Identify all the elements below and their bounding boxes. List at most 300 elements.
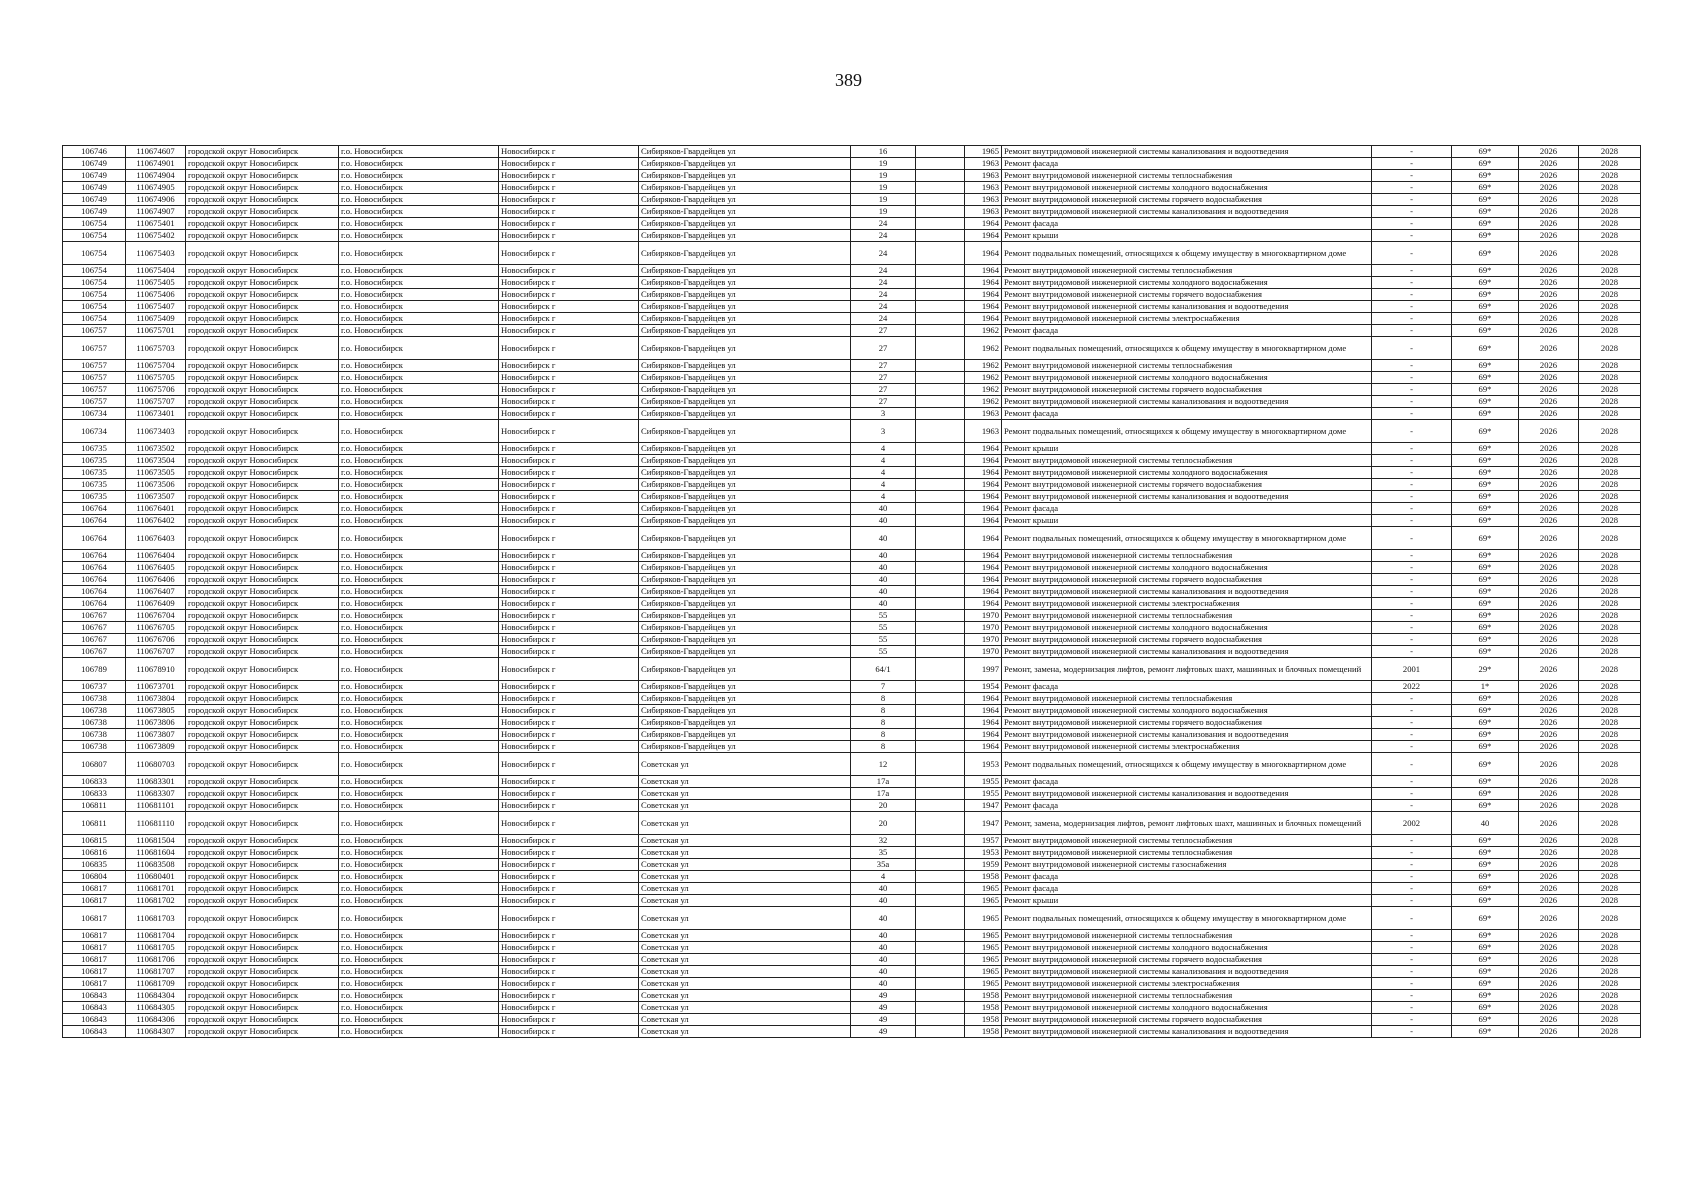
cell-municipality: городской округ Новосибирск [186,835,339,847]
cell-work-code: 110676401 [126,503,186,515]
cell-street: Сибиряков-Гвардейцев ул [639,598,851,610]
cell-plan-end-year: 2028 [1579,717,1641,729]
cell-build-year: 1964 [965,443,1002,455]
cell-wear-percent: 69* [1452,515,1519,527]
cell-empty-cell [916,990,965,1002]
cell-build-year: 1965 [965,146,1002,158]
cell-settlement: г.о. Новосибирск [339,420,499,443]
cell-work-type: Ремонт внутридомовой инженерной системы горячего водоснабжения [1002,384,1372,396]
table-row [63,182,1641,194]
cell-plan-end-year: 2028 [1579,194,1641,206]
cell-work-type: Ремонт внутридомовой инженерной системы теплоснабжения [1002,170,1372,182]
cell-empty-cell [916,717,965,729]
cell-house-number: 55 [851,634,916,646]
cell-settlement: г.о. Новосибирск [339,194,499,206]
cell-work-type: Ремонт фасада [1002,883,1372,895]
cell-settlement: г.о. Новосибирск [339,978,499,990]
cell-last-repair-year: - [1372,372,1452,384]
cell-municipality: городской округ Новосибирск [186,800,339,812]
cell-empty-cell [916,1026,965,1038]
cell-plan-end-year: 2028 [1579,396,1641,408]
cell-wear-percent: 29* [1452,658,1519,681]
cell-plan-end-year: 2028 [1579,1026,1641,1038]
cell-last-repair-year: - [1372,942,1452,954]
cell-street: Сибиряков-Гвардейцев ул [639,658,851,681]
cell-city: Новосибирск г [499,408,639,420]
cell-build-year: 1963 [965,158,1002,170]
cell-wear-percent: 69* [1452,503,1519,515]
cell-work-code: 110674906 [126,194,186,206]
cell-empty-cell [916,337,965,360]
cell-row-id: 106811 [63,812,126,835]
cell-house-number: 32 [851,835,916,847]
cell-row-id: 106749 [63,194,126,206]
cell-work-code: 110673506 [126,479,186,491]
cell-wear-percent: 69* [1452,146,1519,158]
cell-plan-end-year: 2028 [1579,265,1641,277]
cell-work-type: Ремонт крыши [1002,515,1372,527]
cell-plan-start-year: 2026 [1519,467,1579,479]
cell-plan-start-year: 2026 [1519,812,1579,835]
cell-work-code: 110673507 [126,491,186,503]
cell-municipality: городской округ Новосибирск [186,634,339,646]
cell-last-repair-year: - [1372,1014,1452,1026]
cell-build-year: 1964 [965,289,1002,301]
cell-municipality: городской округ Новосибирск [186,265,339,277]
cell-municipality: городской округ Новосибирск [186,467,339,479]
cell-row-id: 106738 [63,693,126,705]
cell-house-number: 35а [851,859,916,871]
table-row [63,467,1641,479]
cell-work-code: 110675705 [126,372,186,384]
cell-work-code: 110674907 [126,206,186,218]
table-row [63,443,1641,455]
cell-row-id: 106735 [63,443,126,455]
cell-empty-cell [916,753,965,776]
cell-city: Новосибирск г [499,170,639,182]
cell-last-repair-year: - [1372,1002,1452,1014]
cell-wear-percent: 69* [1452,871,1519,883]
cell-plan-start-year: 2026 [1519,325,1579,337]
cell-work-type: Ремонт фасада [1002,503,1372,515]
cell-settlement: г.о. Новосибирск [339,325,499,337]
cell-work-code: 110681101 [126,800,186,812]
cell-empty-cell [916,170,965,182]
cell-plan-end-year: 2028 [1579,693,1641,705]
cell-build-year: 1958 [965,1026,1002,1038]
cell-build-year: 1947 [965,800,1002,812]
cell-empty-cell [916,420,965,443]
cell-municipality: городской округ Новосибирск [186,372,339,384]
cell-plan-start-year: 2026 [1519,158,1579,170]
cell-wear-percent: 69* [1452,206,1519,218]
cell-last-repair-year: - [1372,634,1452,646]
cell-row-id: 106767 [63,646,126,658]
table-row [63,776,1641,788]
cell-plan-start-year: 2026 [1519,729,1579,741]
cell-plan-start-year: 2026 [1519,230,1579,242]
cell-house-number: 27 [851,396,916,408]
cell-build-year: 1964 [965,301,1002,313]
cell-settlement: г.о. Новосибирск [339,634,499,646]
cell-plan-end-year: 2028 [1579,812,1641,835]
cell-house-number: 24 [851,289,916,301]
cell-city: Новосибирск г [499,942,639,954]
table-row [63,741,1641,753]
cell-plan-end-year: 2028 [1579,788,1641,800]
cell-last-repair-year: - [1372,753,1452,776]
cell-municipality: городской округ Новосибирск [186,574,339,586]
cell-last-repair-year: - [1372,467,1452,479]
cell-city: Новосибирск г [499,550,639,562]
cell-street: Советская ул [639,847,851,859]
cell-street: Сибиряков-Гвардейцев ул [639,182,851,194]
cell-work-type: Ремонт внутридомовой инженерной системы холодного водоснабжения [1002,277,1372,289]
cell-street: Сибиряков-Гвардейцев ул [639,372,851,384]
cell-settlement: г.о. Новосибирск [339,776,499,788]
cell-street: Советская ул [639,930,851,942]
cell-house-number: 4 [851,443,916,455]
cell-street: Сибиряков-Гвардейцев ул [639,384,851,396]
cell-plan-end-year: 2028 [1579,242,1641,265]
cell-work-code: 110684307 [126,1026,186,1038]
cell-street: Советская ул [639,1002,851,1014]
cell-work-type: Ремонт крыши [1002,443,1372,455]
cell-street: Сибиряков-Гвардейцев ул [639,729,851,741]
cell-row-id: 106754 [63,301,126,313]
cell-plan-start-year: 2026 [1519,835,1579,847]
table-row [63,574,1641,586]
cell-work-code: 110675706 [126,384,186,396]
cell-wear-percent: 69* [1452,479,1519,491]
cell-municipality: городской округ Новосибирск [186,194,339,206]
table-row [63,693,1641,705]
cell-plan-end-year: 2028 [1579,301,1641,313]
cell-plan-start-year: 2026 [1519,990,1579,1002]
cell-work-code: 110673502 [126,443,186,455]
table-row [63,158,1641,170]
cell-city: Новосибирск г [499,230,639,242]
cell-house-number: 8 [851,741,916,753]
cell-work-type: Ремонт внутридомовой инженерной системы горячего водоснабжения [1002,717,1372,729]
cell-last-repair-year: - [1372,420,1452,443]
cell-settlement: г.о. Новосибирск [339,847,499,859]
cell-street: Сибиряков-Гвардейцев ул [639,158,851,170]
cell-wear-percent: 40 [1452,812,1519,835]
cell-work-code: 110680703 [126,753,186,776]
cell-street: Советская ул [639,954,851,966]
cell-city: Новосибирск г [499,479,639,491]
cell-municipality: городской округ Новосибирск [186,550,339,562]
cell-wear-percent: 69* [1452,1002,1519,1014]
cell-empty-cell [916,895,965,907]
cell-house-number: 40 [851,550,916,562]
cell-plan-end-year: 2028 [1579,420,1641,443]
cell-build-year: 1964 [965,729,1002,741]
cell-wear-percent: 69* [1452,420,1519,443]
cell-plan-end-year: 2028 [1579,741,1641,753]
cell-work-type: Ремонт фасада [1002,776,1372,788]
cell-wear-percent: 69* [1452,277,1519,289]
cell-plan-end-year: 2028 [1579,408,1641,420]
cell-settlement: г.о. Новосибирск [339,242,499,265]
cell-plan-end-year: 2028 [1579,634,1641,646]
cell-plan-start-year: 2026 [1519,717,1579,729]
cell-last-repair-year: - [1372,990,1452,1002]
cell-municipality: городской округ Новосибирск [186,515,339,527]
cell-work-code: 110680401 [126,871,186,883]
cell-municipality: городской округ Новосибирск [186,396,339,408]
cell-build-year: 1963 [965,420,1002,443]
table-row [63,753,1641,776]
cell-plan-end-year: 2028 [1579,384,1641,396]
cell-last-repair-year: - [1372,396,1452,408]
cell-empty-cell [916,658,965,681]
table-row [63,1002,1641,1014]
cell-street: Сибиряков-Гвардейцев ул [639,705,851,717]
cell-build-year: 1964 [965,515,1002,527]
table-row [63,788,1641,800]
cell-last-repair-year: - [1372,550,1452,562]
cell-plan-start-year: 2026 [1519,515,1579,527]
cell-work-code: 110678910 [126,658,186,681]
cell-work-type: Ремонт фасада [1002,325,1372,337]
cell-build-year: 1962 [965,325,1002,337]
cell-house-number: 19 [851,170,916,182]
cell-empty-cell [916,622,965,634]
cell-build-year: 1958 [965,871,1002,883]
cell-street: Советская ул [639,966,851,978]
cell-city: Новосибирск г [499,503,639,515]
cell-wear-percent: 69* [1452,990,1519,1002]
cell-build-year: 1962 [965,384,1002,396]
cell-street: Сибиряков-Гвардейцев ул [639,194,851,206]
cell-work-type: Ремонт внутридомовой инженерной системы теплоснабжения [1002,835,1372,847]
cell-last-repair-year: - [1372,622,1452,634]
cell-settlement: г.о. Новосибирск [339,788,499,800]
cell-plan-start-year: 2026 [1519,598,1579,610]
cell-settlement: г.о. Новосибирск [339,646,499,658]
cell-build-year: 1964 [965,230,1002,242]
cell-work-type: Ремонт внутридомовой инженерной системы электроснабжения [1002,598,1372,610]
cell-city: Новосибирск г [499,372,639,384]
cell-house-number: 40 [851,503,916,515]
cell-row-id: 106749 [63,158,126,170]
cell-city: Новосибирск г [499,313,639,325]
cell-street: Сибиряков-Гвардейцев ул [639,420,851,443]
cell-wear-percent: 69* [1452,800,1519,812]
cell-plan-end-year: 2028 [1579,467,1641,479]
cell-build-year: 1955 [965,788,1002,800]
cell-street: Советская ул [639,990,851,1002]
cell-municipality: городской округ Новосибирск [186,859,339,871]
cell-build-year: 1958 [965,1002,1002,1014]
table-row [63,930,1641,942]
cell-city: Новосибирск г [499,360,639,372]
cell-work-type: Ремонт внутридомовой инженерной системы теплоснабжения [1002,847,1372,859]
cell-build-year: 1964 [965,467,1002,479]
cell-plan-start-year: 2026 [1519,634,1579,646]
cell-row-id: 106749 [63,182,126,194]
cell-municipality: городской округ Новосибирск [186,527,339,550]
cell-city: Новосибирск г [499,218,639,230]
cell-plan-end-year: 2028 [1579,1014,1641,1026]
cell-empty-cell [916,966,965,978]
cell-row-id: 106757 [63,372,126,384]
cell-empty-cell [916,146,965,158]
cell-city: Новосибирск г [499,930,639,942]
cell-wear-percent: 69* [1452,337,1519,360]
cell-street: Сибиряков-Гвардейцев ул [639,681,851,693]
cell-work-code: 110683301 [126,776,186,788]
cell-municipality: городской округ Новосибирск [186,705,339,717]
cell-build-year: 1964 [965,574,1002,586]
cell-work-code: 110673804 [126,693,186,705]
cell-settlement: г.о. Новосибирск [339,455,499,467]
cell-house-number: 55 [851,622,916,634]
table-row [63,289,1641,301]
cell-work-type: Ремонт внутридомовой инженерной системы электроснабжения [1002,741,1372,753]
table-row [63,800,1641,812]
cell-build-year: 1957 [965,835,1002,847]
cell-city: Новосибирск г [499,527,639,550]
cell-municipality: городской округ Новосибирск [186,230,339,242]
cell-build-year: 1947 [965,812,1002,835]
cell-wear-percent: 69* [1452,622,1519,634]
cell-house-number: 27 [851,325,916,337]
cell-work-code: 110676707 [126,646,186,658]
cell-plan-end-year: 2028 [1579,372,1641,384]
cell-house-number: 40 [851,574,916,586]
cell-last-repair-year: - [1372,443,1452,455]
cell-build-year: 1953 [965,847,1002,859]
table-row [63,337,1641,360]
cell-city: Новосибирск г [499,776,639,788]
cell-wear-percent: 69* [1452,408,1519,420]
cell-work-type: Ремонт внутридомовой инженерной системы теплоснабжения [1002,693,1372,705]
cell-work-type: Ремонт фасада [1002,800,1372,812]
cell-plan-end-year: 2028 [1579,1002,1641,1014]
cell-municipality: городской округ Новосибирск [186,907,339,930]
cell-last-repair-year: 2022 [1372,681,1452,693]
cell-last-repair-year: - [1372,978,1452,990]
cell-municipality: городской округ Новосибирск [186,1014,339,1026]
cell-row-id: 106764 [63,574,126,586]
cell-house-number: 7 [851,681,916,693]
cell-city: Новосибирск г [499,705,639,717]
cell-house-number: 20 [851,812,916,835]
cell-plan-end-year: 2028 [1579,883,1641,895]
cell-wear-percent: 69* [1452,491,1519,503]
cell-plan-end-year: 2028 [1579,776,1641,788]
cell-work-code: 110676406 [126,574,186,586]
cell-plan-end-year: 2028 [1579,574,1641,586]
cell-plan-end-year: 2028 [1579,289,1641,301]
cell-work-code: 110684305 [126,1002,186,1014]
cell-build-year: 1962 [965,337,1002,360]
cell-plan-start-year: 2026 [1519,954,1579,966]
cell-house-number: 40 [851,586,916,598]
cell-row-id: 106764 [63,503,126,515]
cell-street: Сибиряков-Гвардейцев ул [639,574,851,586]
cell-work-type: Ремонт крыши [1002,230,1372,242]
table-row [63,479,1641,491]
cell-work-type: Ремонт внутридомовой инженерной системы теплоснабжения [1002,990,1372,1002]
cell-settlement: г.о. Новосибирск [339,396,499,408]
cell-house-number: 4 [851,467,916,479]
cell-wear-percent: 69* [1452,574,1519,586]
cell-work-type: Ремонт внутридомовой инженерной системы канализования и водоотведения [1002,491,1372,503]
cell-last-repair-year: - [1372,408,1452,420]
cell-last-repair-year: - [1372,170,1452,182]
cell-settlement: г.о. Новосибирск [339,146,499,158]
cell-empty-cell [916,194,965,206]
cell-empty-cell [916,408,965,420]
cell-empty-cell [916,301,965,313]
cell-empty-cell [916,491,965,503]
cell-street: Сибиряков-Гвардейцев ул [639,634,851,646]
cell-settlement: г.о. Новосибирск [339,717,499,729]
cell-build-year: 1970 [965,610,1002,622]
cell-last-repair-year: - [1372,907,1452,930]
cell-work-code: 110681604 [126,847,186,859]
cell-work-type: Ремонт подвальных помещений, относящихся к общему имуществу в многоквартирном доме [1002,337,1372,360]
cell-build-year: 1964 [965,705,1002,717]
cell-municipality: городской округ Новосибирск [186,242,339,265]
cell-street: Сибиряков-Гвардейцев ул [639,741,851,753]
cell-row-id: 106757 [63,337,126,360]
cell-house-number: 4 [851,479,916,491]
cell-empty-cell [916,562,965,574]
cell-last-repair-year: - [1372,218,1452,230]
cell-build-year: 1970 [965,634,1002,646]
cell-plan-start-year: 2026 [1519,360,1579,372]
cell-build-year: 1959 [965,859,1002,871]
cell-house-number: 4 [851,455,916,467]
cell-empty-cell [916,634,965,646]
cell-build-year: 1963 [965,206,1002,218]
cell-work-type: Ремонт внутридомовой инженерной системы канализования и водоотведения [1002,729,1372,741]
table-row [63,883,1641,895]
cell-row-id: 106833 [63,776,126,788]
cell-last-repair-year: - [1372,562,1452,574]
cell-work-code: 110676402 [126,515,186,527]
cell-plan-start-year: 2026 [1519,372,1579,384]
cell-house-number: 40 [851,954,916,966]
cell-plan-start-year: 2026 [1519,527,1579,550]
cell-build-year: 1958 [965,990,1002,1002]
cell-row-id: 106816 [63,847,126,859]
cell-plan-start-year: 2026 [1519,277,1579,289]
cell-municipality: городской округ Новосибирск [186,622,339,634]
table-row [63,907,1641,930]
cell-row-id: 106754 [63,277,126,289]
cell-plan-start-year: 2026 [1519,705,1579,717]
cell-last-repair-year: - [1372,289,1452,301]
cell-work-code: 110681709 [126,978,186,990]
cell-plan-start-year: 2026 [1519,871,1579,883]
cell-street: Сибиряков-Гвардейцев ул [639,230,851,242]
cell-work-type: Ремонт внутридомовой инженерной системы электроснабжения [1002,978,1372,990]
cell-house-number: 40 [851,598,916,610]
cell-plan-end-year: 2028 [1579,835,1641,847]
table-row [63,562,1641,574]
cell-wear-percent: 69* [1452,1026,1519,1038]
cell-municipality: городской округ Новосибирск [186,895,339,907]
cell-settlement: г.о. Новосибирск [339,265,499,277]
cell-empty-cell [916,360,965,372]
cell-build-year: 1964 [965,479,1002,491]
